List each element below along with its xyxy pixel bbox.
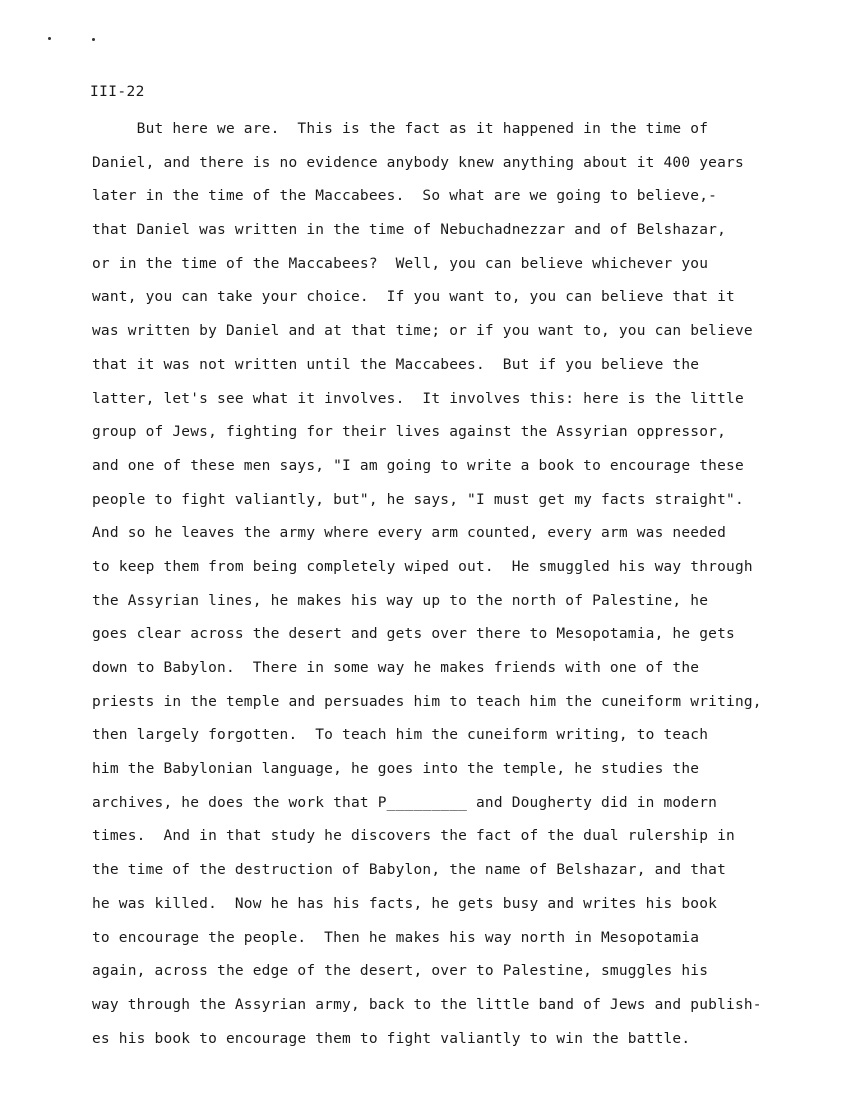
text-line: Daniel, and there is no evidence anybody knew anything about it 400 years (92, 154, 744, 171)
scan-speck (48, 37, 51, 40)
text-line: was written by Daniel and at that time; or if you want to, you can believe (92, 323, 753, 340)
page-number: III-22 (90, 84, 145, 100)
text-line: him the Babylonian language, he goes into the temple, he studies the (92, 761, 700, 778)
text-line: to keep them from being completely wiped out. He smuggled his way through (92, 558, 753, 575)
body-text (92, 119, 852, 1062)
text-line: and one of these men says, "I am going to write a book to encourage these (92, 457, 744, 474)
text-line: es his book to encourage them to fight valiantly to win the battle. (92, 1030, 691, 1047)
text-line: again, across the edge of the desert, over to Palestine, smuggles his (92, 963, 709, 980)
text-line: the time of the destruction of Babylon, the name of Belshazar, and that (92, 862, 727, 879)
text-line: times. And in that study he discovers the fact of the dual rulership in (92, 828, 735, 845)
text-line: then largely forgotten. To teach him the cuneiform writing, to teach (92, 727, 709, 744)
text-line: want, you can take your choice. If you want to, you can believe that it (92, 289, 735, 306)
text-line: priests in the temple and persuades him to teach him the cuneiform writing, (92, 693, 762, 710)
text-line: goes clear across the desert and gets over there to Mesopotamia, he gets (92, 626, 735, 643)
text-line: the Assyrian lines, he makes his way up to the north of Palestine, he (92, 592, 709, 609)
text-line: group of Jews, fighting for their lives against the Assyrian oppressor, (92, 424, 727, 441)
text-line: people to fight valiantly, but", he says, "I must get my facts straight". (92, 491, 744, 508)
text-line: he was killed. Now he has his facts, he gets busy and writes his book (92, 895, 718, 912)
text-line: down to Babylon. There in some way he makes friends with one of the (92, 660, 700, 676)
text-line: And so he leaves the army where every arm counted, every arm was needed (92, 525, 727, 542)
text-line: archives, he does the work that P_________ and Dougherty did in modern (92, 794, 718, 811)
scan-speck (92, 38, 95, 41)
text-line: or in the time of the Maccabees? Well, you can believe whichever you (92, 255, 709, 272)
text-line: to encourage the people. Then he makes his way north in Mesopotamia (92, 929, 700, 946)
text-line: way through the Assyrian army, back to the little band of Jews and publish- (92, 996, 762, 1013)
text-line: latter, let's see what it involves. It involves this: here is the little (92, 390, 744, 407)
text-line: later in the time of the Maccabees. So what are we going to believe,- (92, 188, 718, 205)
text-line: that it was not written until the Maccabees. But if you believe the (92, 356, 700, 373)
text-line: But here we are. This is the fact as it happened in the time of (92, 121, 709, 137)
text-line: that Daniel was written in the time of Nebuchadnezzar and of Belshazar, (92, 222, 727, 239)
